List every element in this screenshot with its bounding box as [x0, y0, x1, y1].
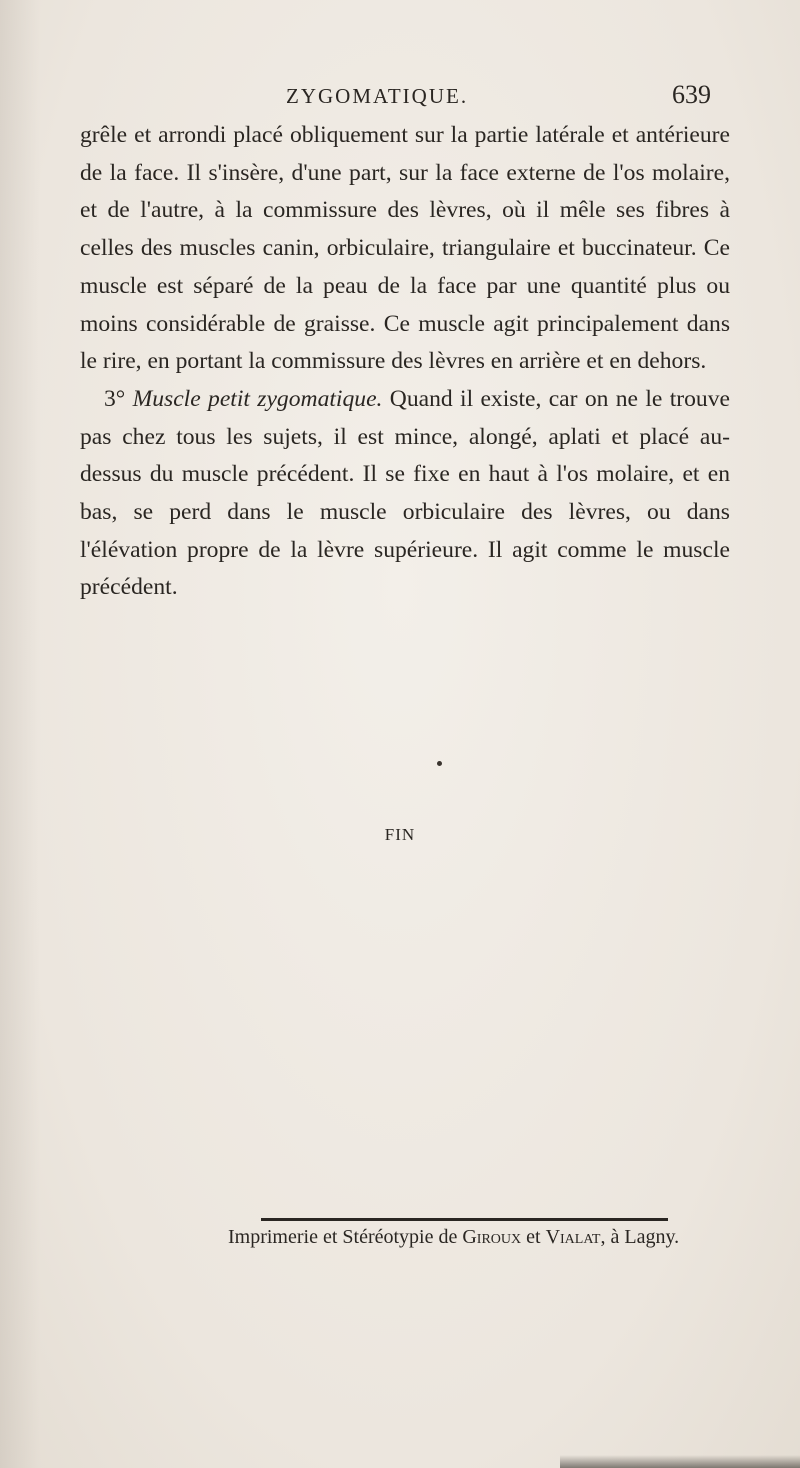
imprint-suffix: , à Lagny.: [600, 1226, 680, 1248]
imprint-conjunction: et: [526, 1226, 541, 1248]
running-title: ZYGOMATIQUE.: [286, 84, 469, 108]
imprint-line: [228, 1226, 679, 1249]
printer-name-1: Giroux: [462, 1226, 522, 1248]
bottom-edge-shadow: [560, 1455, 800, 1468]
body-text: [80, 117, 730, 607]
paper-speck: [437, 761, 442, 766]
paragraph-2-heading: Muscle petit zygomatique.: [132, 385, 383, 412]
page-number: 639: [672, 80, 711, 109]
gutter-shadow: [0, 0, 40, 1468]
page-header: [286, 78, 711, 114]
paragraph-2-number: 3°: [104, 385, 126, 412]
printer-name-2: Vialat: [545, 1226, 601, 1248]
paragraph-2: [80, 381, 730, 607]
paragraph-1: grêle et arrondi placé obliquement sur la partie latérale et antérieure de la face. Il s'insère, d'une part, sur la face externe de l'os molaire, et de l'autre, à la commissure des lèvres, où il mêle ses fibres à celles des muscles canin, orbiculaire, triangulaire et buccinateur. Ce muscle est séparé de la peau de la face par une quantité plus ou moins considérable de graisse. Ce muscle agit principalement dans le rire, en portant la commissure des lèvres en arrière et en dehors.: [80, 122, 730, 375]
imprint-prefix: Imprimerie et Stéréotypie de: [228, 1226, 458, 1248]
paragraph-2-text: Quand il existe, car on ne le trouve pas chez tous les sujets, il est mince, alongé, aplati et placé au-dessus du muscle précédent. Il se fixe en haut à l'os molaire, et en bas, se perd dans le muscle orbiculaire des lèvres, ou dans l'élévation propre de la lèvre supérieure. Il agit comme le muscle précédent.: [80, 385, 730, 601]
end-mark: FIN: [384, 825, 416, 844]
imprint-rule: [261, 1218, 668, 1221]
